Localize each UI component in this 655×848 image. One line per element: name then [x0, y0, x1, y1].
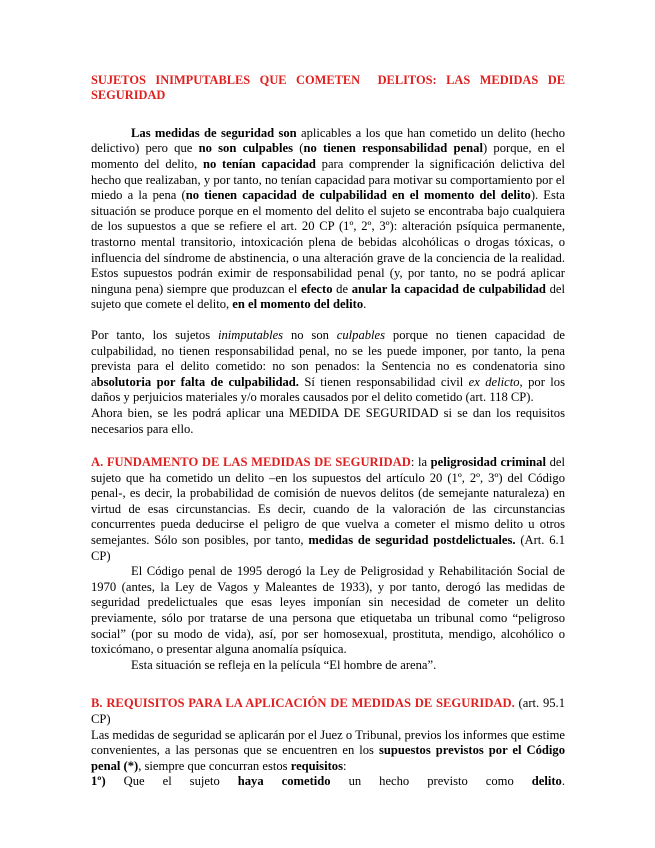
paragraph-medida-seguridad: Ahora bien, se les podrá aplicar una MEDIDA DE SEGURIDAD si se dan los requisitos necesarios para ello. [91, 405, 565, 436]
paragraph-requisitos: Las medidas de seguridad se aplicarán por el Juez o Tribunal, previos los informes que estime convenientes, a las personas que se encuentren en los supuestos previstos por el Código penal (*), siempre que concurran estos requisitos: [91, 727, 565, 773]
document-page [91, 73, 565, 790]
title-part-1: SUJETOS INIMPUTABLES QUE COMETEN [91, 73, 361, 87]
paragraph-definition: Las medidas de seguridad son aplicables a los que han cometido un delito (hecho delictivo) pero que no son culpables (no tienen responsabilidad penal) porque, en el momento del delito, no tenían capacidad para comprender la significación delictiva del hecho que realizaban, y por tanto, no tenían capacidad para motivar su comportamiento por el miedo a la pena (no tienen capacidad de culpabilidad en el momento del delito). Esta situación se produce porque en el momento del delito el sujeto se encontraba bajo cualquiera de los supuestos a que se refiere el art. 20 CP (1º, 2º, 3º): alteración psíquica permanente, trastorno mental transitorio, intoxicación plena de bebidas alcohólicas o drogas tóxicas, o influencia del síndrome de abstinencia, o una alteración grave de la conciencia de la realidad. Estos supuestos podrán eximir de responsabilidad penal (y, por tanto, no se podrá aplicar ninguna pena) siempre que produzcan el efecto de anular la capacidad de culpabilidad del sujeto que comete el delito, en el momento del delito. [91, 125, 566, 312]
section-a: A. FUNDAMENTO DE LAS MEDIDAS DE SEGURIDAD: la peligrosidad criminal del sujeto que ha cometido un delito –en los supuestos del artículo 20 (1º, 2º, 3º) del Código penal-, es decir, la probabilidad de comisión de nuevos delitos (de semejante naturaleza) en virtud de esas circunstancias. Es decir, cuando de la valoración de las circunstancias concurrentes pueda deducirse el peligro de que vuelva a cometer el mismo delito u otros semejantes. Sólo son posibles, por tanto, medidas de seguridad postdelictuales. (Art. 6.1 CP) [91, 455, 565, 563]
title-part-2: DELITOS: LAS MEDIDAS DE SEGURIDAD [91, 73, 565, 103]
paragraph-codigo-1995: El Código penal de 1995 derogó la Ley de Peligrosidad y Rehabilitación Social de 1970 (antes, la Ley de Vagos y Maleantes de 1933), y por tanto, derogó las medidas de seguridad predelictuales que esas leyes imponían sin necesidad de cometer un delito previamente, sólo por tratarse de una persona que etiquetaba un tribunal como “peligroso social” (por su modo de vida), así, por ser homosexual, prostituta, mendigo, alcohólico o toxicómano, o presentar alguna anomalía psíquica. [91, 564, 565, 657]
paragraph-inimputables: Por tanto, los sujetos inimputables no son culpables porque no tienen capacidad de culpabilidad, no tienen responsabilidad penal, no se les puede imponer, por tanto, la pena prevista para el delito cometido: no son penados: la Sentencia no es condenatoria sino absolutoria por falta de culpabilidad. Sí tienen responsabilidad civil ex delicto, por los daños y perjuicios materiales y/o morales causados por el delito cometido (art. 118 CP). [91, 327, 565, 405]
document-title [91, 73, 565, 104]
paragraph-pelicula: Esta situación se refleja en la película “El hombre de arena”. [131, 657, 437, 672]
section-b: B. REQUISITOS PARA LA APLICACIÓN DE MEDIDAS DE SEGURIDAD. (art. 95.1 CP) [91, 696, 565, 726]
requisito-1: 1º) Que el sujeto haya cometido un hecho previsto como delito. [91, 774, 565, 789]
section-a-heading: A. FUNDAMENTO DE LAS MEDIDAS DE SEGURIDAD [91, 455, 411, 470]
section-b-heading: B. REQUISITOS PARA LA APLICACIÓN DE MEDIDAS DE SEGURIDAD. [91, 696, 515, 711]
